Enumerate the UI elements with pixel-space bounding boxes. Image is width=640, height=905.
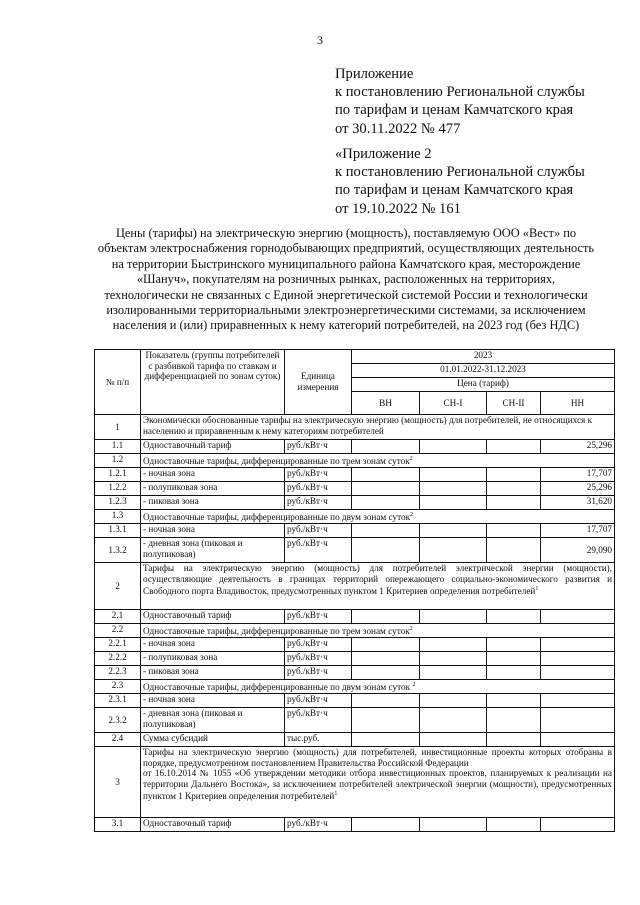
cell-sn1 [420,708,487,733]
row-num: 1.3.1 [95,524,141,538]
cell-sn1 [420,468,487,482]
cell-vn [352,638,420,652]
cell-sn2 [487,610,541,624]
appendix-line: «Приложение 2 [335,146,432,162]
row-num: 2.1 [95,610,141,624]
row-indicator: Одноставочный тариф [141,440,285,454]
cell-vn [352,538,420,563]
table-header-row [95,350,615,364]
cell-sn2 [487,468,541,482]
header-col-nn: НН [541,392,615,415]
row-num: 2.3.2 [95,708,141,733]
cell-sn1 [420,733,487,747]
row-indicator: - дневная зона (пиковая и полупиковая) [141,538,285,563]
footnote-marker: 2 [412,682,416,688]
cell-sn2 [487,733,541,747]
cell-sn1 [420,440,487,454]
row-indicator: - ночная зона [141,694,285,708]
row-num: 1.2.1 [95,468,141,482]
row-unit: руб./кВт·ч [285,638,352,652]
title-line: «Шануч», покупателям на розничных рынках, расположенных на территориях, [136,272,556,287]
table-row [95,524,615,538]
subsection-heading [141,454,615,468]
table-row [95,680,615,694]
row-indicator: Сумма субсидий [141,733,285,747]
cell-nn: 17,707 [541,468,615,482]
cell-vn [352,482,420,496]
cell-vn [352,818,420,832]
subsection-heading [141,680,615,694]
header-col-sn1: СН-I [420,392,487,415]
cell-vn [352,733,420,747]
cell-nn [541,666,615,680]
section-heading-text [143,768,612,802]
cell-sn2 [487,652,541,666]
cell-sn2 [487,638,541,652]
cell-nn [541,818,615,832]
cell-sn2 [487,538,541,563]
row-indicator: Одноставочный тариф [141,610,285,624]
row-num: 2.3 [95,680,141,694]
footnote-marker: 1 [535,586,539,593]
row-num: 2.4 [95,733,141,747]
row-unit: руб./кВт·ч [285,440,352,454]
cell-sn2 [487,818,541,832]
table-row [95,468,615,482]
row-num: 1 [95,415,141,440]
row-unit: руб./кВт·ч [285,524,352,538]
row-unit: руб./кВт·ч [285,468,352,482]
row-indicator: - пиковая зона [141,496,285,510]
table-row [95,652,615,666]
cell-nn [541,638,615,652]
appendix-reference-current [335,65,585,138]
row-num: 1.3.2 [95,538,141,563]
row-unit: руб./кВт·ч [285,482,352,496]
table-row [95,733,615,747]
cell-nn: 25,296 [541,482,615,496]
row-num: 2.2.3 [95,666,141,680]
appendix-line: Приложение [335,66,414,82]
cell-vn [352,708,420,733]
subsection-heading [141,510,615,524]
row-indicator: Одноставочный тариф [141,818,285,832]
title-line: Цены (тарифы) на электрическую энергию (мощность), поставляемую ООО «Вест» по [115,226,577,240]
row-unit: руб./кВт·ч [285,496,352,510]
footnote-marker: 2 [410,512,414,518]
cell-sn1 [420,818,487,832]
row-num: 2.2.2 [95,652,141,666]
cell-vn [352,524,420,538]
section-heading: Экономически обоснованные тарифы на электрическую энергию (мощность) для потребителей, не относящихся к населению и приравненным к нему категориям потребителей [141,415,615,440]
section-heading-text: Тарифы на электрическую энергию (мощность) для потребителей, инвестиционные проекты которых отобраны в порядке, предусмотренном постановлением Правительства Российской Федерации [143,747,612,768]
page-number: 3 [317,33,323,47]
title-line: изолированными территориальными электроэнергетическими системами, за исключением [106,303,586,318]
table-row [95,510,615,524]
row-indicator: - ночная зона [141,468,285,482]
table-row [95,496,615,510]
subsection-heading-text: Одноставочные тарифы, дифференцированные по двум зонам суток [143,682,411,693]
row-unit: руб./кВт·ч [285,694,352,708]
table-row [95,624,615,638]
cell-vn [352,694,420,708]
subsection-heading-text: Одноставочные тарифы, дифференцированные по трем зонам суток [143,626,410,637]
footnote-marker: 1 [334,791,338,798]
cell-nn: 25,296 [541,440,615,454]
header-year: 2023 [352,350,615,364]
appendix-line: от 19.10.2022 № 161 [335,200,461,217]
row-indicator: - ночная зона [141,638,285,652]
cell-sn1 [420,666,487,680]
subsection-heading [141,624,615,638]
row-num: 2.3.1 [95,694,141,708]
title-line: населения и (или) приравненных к нему категорий потребителей, на 2023 год (без НДС) [112,318,580,333]
subsection-heading-text: Одноставочные тарифы, дифференцированные по трем зонам суток [143,456,410,467]
cell-vn [352,610,420,624]
table-row [95,666,615,680]
cell-sn1 [420,496,487,510]
header-period: 01.01.2022-31.12.2023 [352,364,615,378]
appendix-line: по тарифам и ценам Камчатского края [335,182,574,199]
appendix-line: к постановлению Региональной службы [335,164,585,181]
cell-sn1 [420,610,487,624]
section-heading [141,747,615,818]
row-num: 1.2.3 [95,496,141,510]
title-line: технологически не связанных с Единой энергетической системой России и технологически [104,287,588,302]
row-unit: руб./кВт·ч [285,538,352,563]
appendix-line: по тарифам и ценам Камчатского края [335,102,574,119]
table-row [95,440,615,454]
row-num: 1.1 [95,440,141,454]
row-num: 2.2 [95,624,141,638]
title-line: на территории Быстринского муниципального района Камчатского края, месторождение [111,256,581,271]
header-num: № п/п [95,350,141,415]
cell-sn2 [487,496,541,510]
cell-vn [352,440,420,454]
table-row [95,638,615,652]
cell-vn [352,496,420,510]
table-row [95,454,615,468]
section-heading [141,563,615,610]
cell-sn1 [420,638,487,652]
cell-sn1 [420,652,487,666]
table-row [95,563,615,610]
tariff-table [94,349,615,832]
row-unit: руб./кВт·ч [285,652,352,666]
table-row [95,694,615,708]
cell-vn [352,652,420,666]
appendix-line: от 30.11.2022 № 477 [335,120,461,137]
title-line: объектам электроснабжения горнодобывающих предприятий, осуществляющих деятельность [97,241,595,256]
header-indicator: Показатель (группы потребителей с разбивкой тарифа по ставкам и дифференциацией по зонам суток) [141,350,285,415]
table-row [95,610,615,624]
cell-vn [352,666,420,680]
footnote-marker: 2 [409,626,413,632]
table-row [95,818,615,832]
row-indicator: - дневная зона (пиковая и полупиковая) [141,708,285,733]
cell-sn1 [420,538,487,563]
row-unit: руб./кВт·ч [285,818,352,832]
cell-nn [541,610,615,624]
table-row [95,415,615,440]
row-num: 1.3 [95,510,141,524]
cell-sn2 [487,666,541,680]
row-unit: тыс.руб. [285,733,352,747]
cell-sn2 [487,708,541,733]
cell-sn2 [487,440,541,454]
row-unit: руб./кВт·ч [285,610,352,624]
header-col-vn: ВН [352,392,420,415]
table-row [95,708,615,733]
cell-nn [541,708,615,733]
cell-nn [541,652,615,666]
cell-vn [352,468,420,482]
row-indicator: - полупиковая зона [141,652,285,666]
header-unit: Единица измерения [285,350,352,415]
header-col-sn2: СН-II [487,392,541,415]
footnote-marker: 2 [409,456,413,462]
row-indicator: - полупиковая зона [141,482,285,496]
cell-nn: 31,620 [541,496,615,510]
row-num: 3.1 [95,818,141,832]
appendix-line: к постановлению Региональной службы [335,84,585,101]
cell-nn [541,694,615,708]
cell-sn1 [420,482,487,496]
subsection-heading-text: Одноставочные тарифы, дифференцированные по двум зонам суток [143,512,411,523]
table-row [95,482,615,496]
row-indicator: - пиковая зона [141,666,285,680]
cell-sn2 [487,482,541,496]
appendix-reference-original [335,145,585,218]
document-title [86,226,606,334]
cell-nn: 29,090 [541,538,615,563]
cell-nn: 17,707 [541,524,615,538]
row-unit: руб./кВт·ч [285,708,352,733]
table-row [95,747,615,818]
section-heading-text-cont: от 16.10.2014 № 1055 «Об утверждении методики отбора инвестиционных проектов, планируемых к реализации на территории Дальнего Востока», за исключением потребителей электрической энергии (мощности), предусмотренных пунктом 1 Критериев определения потребителей [143,768,612,802]
cell-nn [541,733,615,747]
cell-sn2 [487,694,541,708]
cell-sn1 [420,694,487,708]
header-price: Цена (тариф) [352,378,615,392]
row-num: 2 [95,563,141,610]
row-num: 2.2.1 [95,638,141,652]
cell-sn1 [420,524,487,538]
row-num: 1.2 [95,454,141,468]
row-num: 3 [95,747,141,818]
row-num: 1.2.2 [95,482,141,496]
cell-sn2 [487,524,541,538]
table-row [95,538,615,563]
row-unit: руб./кВт·ч [285,666,352,680]
row-indicator: - ночная зона [141,524,285,538]
section-heading-text: Тарифы на электрическую энергию (мощность) для потребителей электрической энергии (мощности), осуществляющие деятельность в границах территорий опережающего социально-экономического развития и Свободного порта Владивосток, предусмотренных пунктом 1 Критериев определения потребителей [143,563,612,597]
